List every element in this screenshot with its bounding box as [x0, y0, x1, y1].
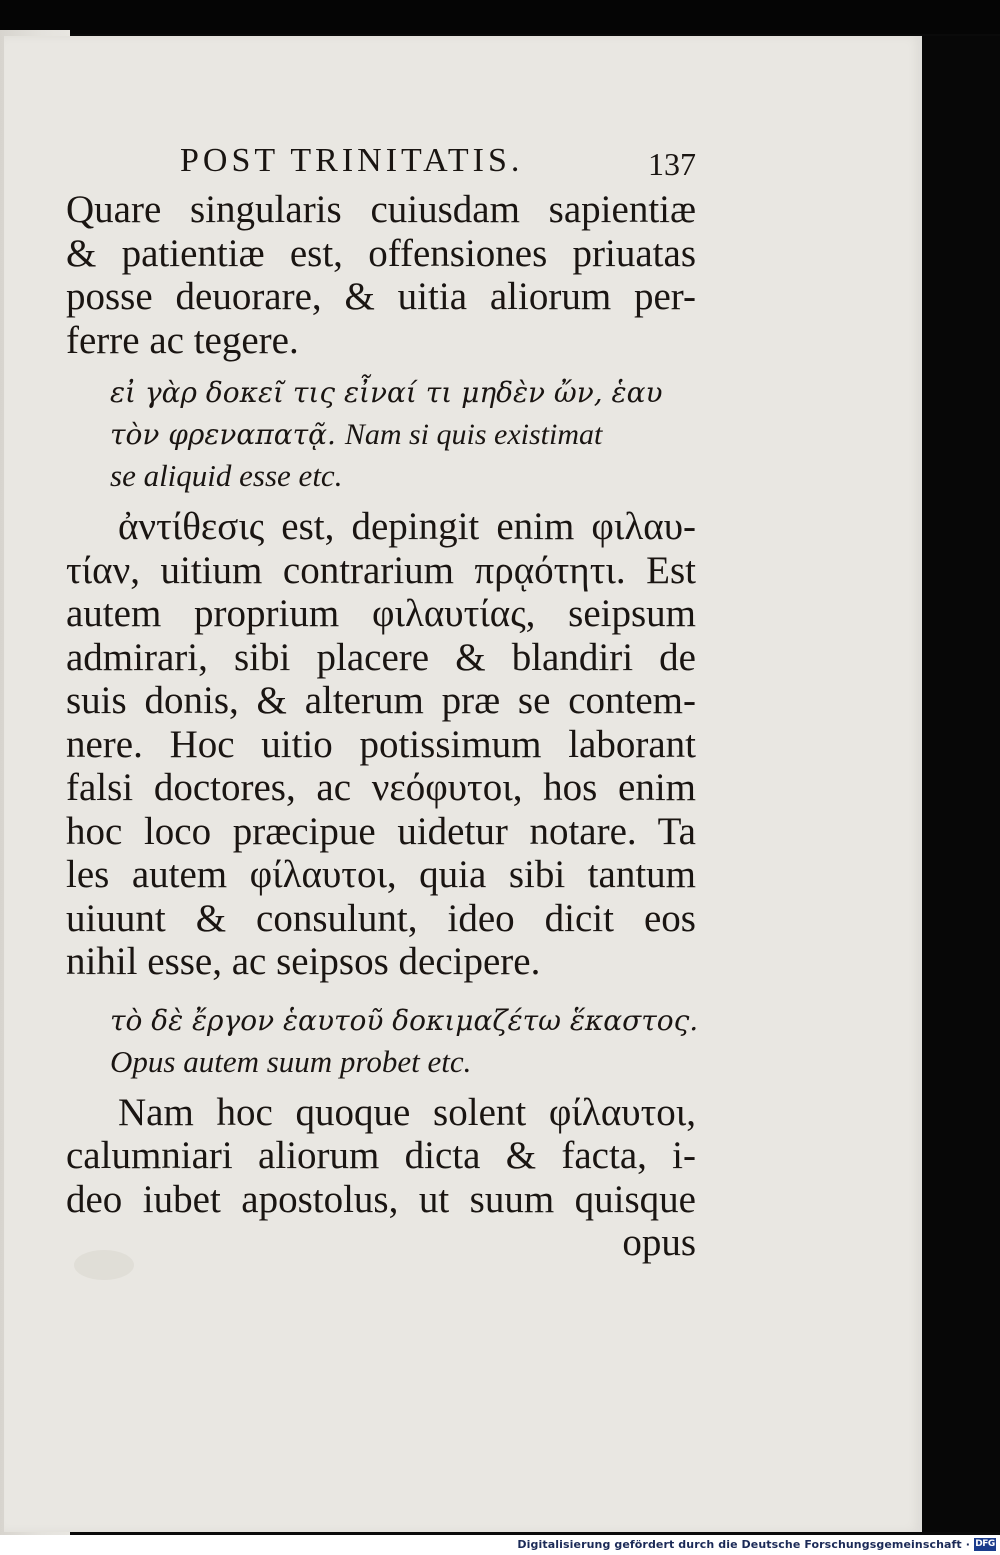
text-line: admirari, sibi placere & blandiri de: [66, 635, 696, 679]
latin-quote-line: se aliquid esse etc.: [110, 458, 343, 493]
scan-right-edge: [922, 36, 1000, 1532]
text-line: nihil esse, ac seipsos decipere.: [66, 940, 541, 983]
footer-bar: [0, 1535, 1000, 1555]
text-line: uiuunt & consulunt, ideo dicit eos: [66, 896, 696, 940]
paragraph-1: [66, 188, 696, 362]
text-line: & patientiæ est, offensiones priuatas: [66, 231, 696, 275]
latin-quote-inline: Nam si quis existimat: [344, 418, 603, 451]
text-line: ἀντίθεσις est, depingit enim φιλαυ-: [118, 505, 696, 548]
catchword: opus: [622, 1221, 696, 1264]
text-column: [66, 138, 699, 1265]
greek-line: [66, 414, 696, 456]
dfg-logo: DFG: [975, 1539, 995, 1549]
text-line: suis donis, & alterum præ se contem-: [66, 679, 696, 722]
paragraph-3: [66, 1091, 696, 1265]
paragraph-2: [66, 505, 696, 984]
scan-top-edge: [0, 0, 1000, 34]
text-line: τίαν, uitium contrarium πρᾳότητι. Est: [66, 548, 696, 592]
text-line: posse deuorare, & uitia aliorum per-: [66, 275, 696, 318]
text-line: Nam hoc quoque solent φίλαυτοι,: [118, 1090, 696, 1134]
greek-line: τὸ δὲ ἔργον ἑαυτοῦ δοκιμαζέτω ἕκαστος.: [110, 1003, 699, 1037]
text-line: nere. Hoc uitio potissimum laborant: [66, 722, 696, 766]
running-head: [66, 138, 696, 188]
running-title: POST TRINITATIS.: [180, 142, 524, 179]
text-line: hoc loco præcipue uidetur notare. Ta: [66, 809, 696, 853]
page-number: 137: [648, 146, 696, 182]
text-line: calumniari aliorum dicta & facta, i-: [66, 1134, 696, 1177]
greek-quotation-2: [66, 1000, 699, 1081]
text-line: les autem φίλαυτοι, quia sibi tantum: [66, 853, 696, 896]
greek-fragment: τὸν φρεναπατᾷ.: [110, 418, 336, 451]
text-line: Quare singularis cuiusdam sapientiæ: [66, 188, 696, 231]
latin-quote-line: Opus autem suum probet etc.: [110, 1043, 472, 1079]
text-line: deo iubet apostolus, ut suum quisque: [66, 1177, 696, 1221]
greek-quotation-1: [66, 372, 696, 495]
digitization-credit: Digitalisierung gefördert durch die Deutsche Forschungsgemeinschaft ·: [517, 1538, 970, 1551]
greek-line: εἰ γὰρ δοκεῖ τις εἶναί τι μηδὲν ὤν, ἑαυ: [110, 376, 663, 409]
text-line: falsi doctores, ac νεόφυτοι, hos enim: [66, 766, 696, 809]
text-line: autem proprium φιλαυτίας, seipsum: [66, 592, 696, 635]
text-line: ferre ac tegere.: [66, 318, 299, 362]
